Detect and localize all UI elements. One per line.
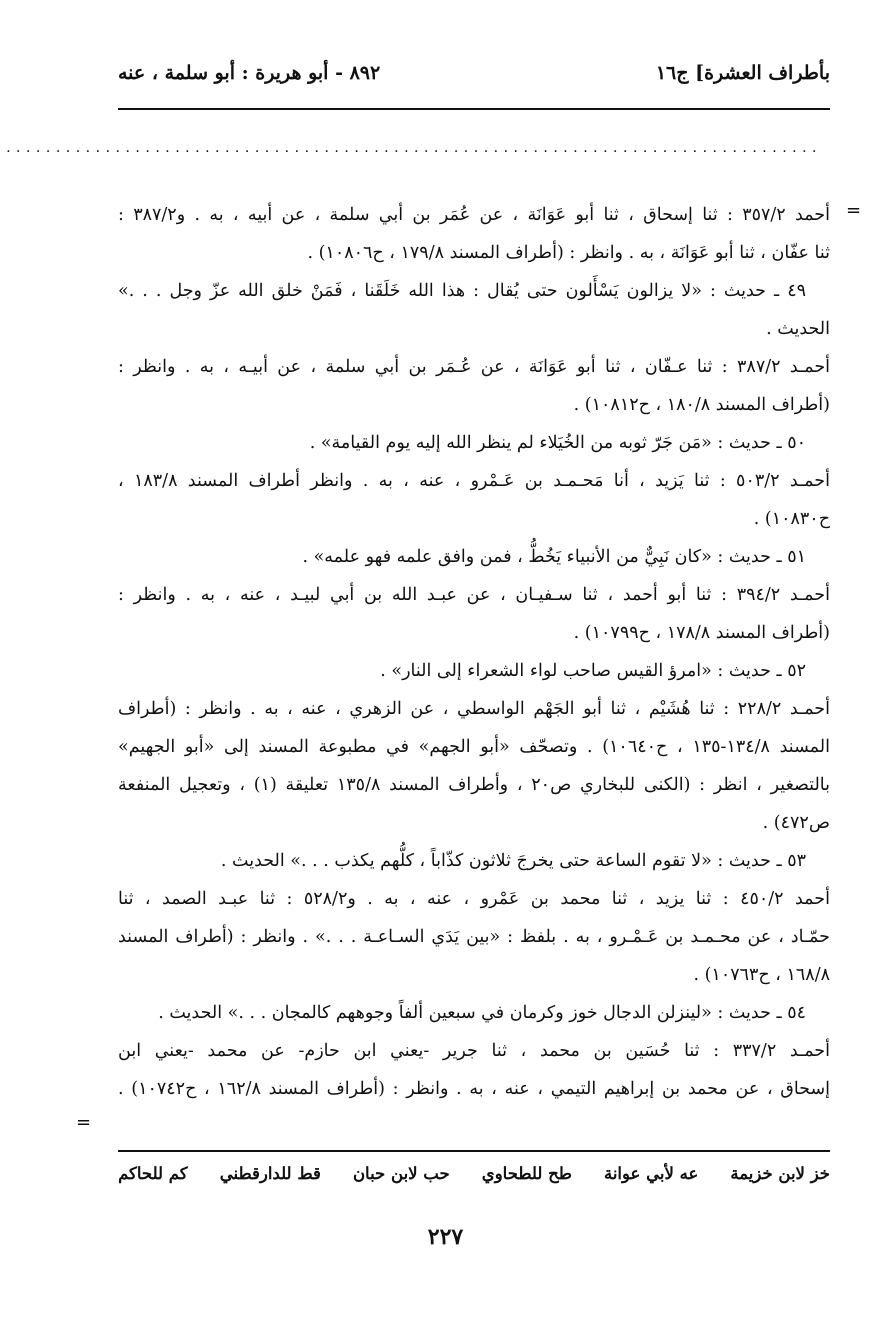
main-text (118, 196, 830, 1108)
text-line: أحمد ٣٥٧/٢ : ثنا إسحاق ، ثنا أبو عَوَانَة ، عن عُمَر بن أبي سلمة ، عن أبيه ، به . و٣٨٧/٢ : (118, 205, 830, 225)
text-line: ١٦٨/٨ ، ح١٠٧٦٣) . (693, 965, 830, 985)
footer-abbreviation: حب لابن حبان (352, 1164, 450, 1183)
footer-rule (118, 1150, 830, 1152)
text-line: الحديث . (766, 319, 830, 339)
abbreviations-footer (118, 1164, 830, 1196)
text-line: ثنا عفّان ، ثنا أبو عَوَانَة ، به . وانظر : (أطراف المسند ١٧٩/٨ ، ح١٠٨٠٦) . (307, 243, 830, 263)
footer-abbreviation: كم للحاكم (118, 1164, 188, 1183)
text-line: المسند ١٣٤/٨-١٣٥ ، ح١٠٦٤٠) . وتصحّف «أبو الجهم» في مطبوعة المسند إلى «أبو الجهيم» (118, 737, 830, 757)
text-line: حمّـاد ، عن محـمـد بن عَـمْـرو ، به . بلفظ : «بين يَدَي السـاعـة . . .» . وانظر : (أطراف المسند (118, 927, 830, 947)
header-rule (118, 108, 830, 110)
text-line: أحمـد ٥٠٣/٢ : ثنا يَزيد ، أنا مَحـمـد بن عَـمْرو ، عنه ، به . وانظر أطراف المسند ١٨٣/٨ ، (118, 471, 830, 491)
page-number: ٢٢٧ (427, 1224, 464, 1250)
footer-abbreviation: خز لابن خزيمة (730, 1164, 830, 1183)
text-line: أحمـد ٣٩٤/٢ : ثنا أبو أحمد ، ثنا سـفيـان ، عن عبـد الله بن أبي لبيـد ، عنه ، به . وانظر : (118, 585, 830, 605)
hadith-heading: ٤٩ ـ حديث : «لا يزالون يَسْأَلون حتى يُقال : هذا الله خَلَقَنا ، فَمَنْ خلق الله عزّ وجل . . .» (118, 281, 806, 301)
hadith-heading: ٥٣ ـ حديث : «لا تقوم الساعة حتى يخرجَ ثلاثون كذّاباً ، كلُّهم يكذب . . .» الحديث . (220, 851, 806, 871)
running-header (118, 58, 830, 94)
text-line: أحمد ٤٥٠/٢ : ثنا يزيد ، ثنا محمد بن عَمْرو ، عنه ، به . و٥٢٨/٢ : ثنا عبـد الصمد ، ثنا (118, 889, 830, 909)
text-line: أحمـد ٢٢٨/٢ : ثنا هُشَيْم ، ثنا أبو الجَهْم الواسطي ، عن الزهري ، عنه ، به . وانظر : (أطراف (118, 699, 830, 719)
dotted-separator: .................................................................................. (6, 140, 822, 156)
header-chapter-title: ٨٩٢ - أبو هريرة : أبو سلمة ، عنه (118, 62, 381, 84)
continuation-marker-top: = (846, 200, 862, 221)
text-line: بالتصغير ، انظر : (الكنى للبخاري ص٢٠ ، وأطراف المسند ١٣٥/٨ تعليقة (١) ، وتعجيل المنفعة (118, 775, 831, 795)
footer-abbreviation: عه لأبي عوانة (603, 1164, 699, 1183)
footer-abbreviation: طح للطحاوي (481, 1164, 572, 1183)
hadith-heading: ٥٢ ـ حديث : «امرؤ القيس صاحب لواء الشعراء إلى النار» . (380, 661, 806, 681)
header-book-title: بأطراف العشرة] ج١٦ (655, 62, 830, 84)
text-line: (أطراف المسند ١٨٠/٨ ، ح١٠٨١٢) . (573, 395, 830, 415)
text-line: ص٤٧٢) . (762, 813, 830, 833)
hadith-heading: ٥٠ ـ حديث : «مَن جَرّ ثوبه من الخُيَلاء لم ينظر الله إليه يوم القيامة» . (309, 433, 806, 453)
text-line: إسحاق ، عن محمد بن إبراهيم التيمي ، عنه ، به . وانظر : (أطراف المسند ١٦٢/٨ ، ح١٠٧٤٢) . (118, 1079, 831, 1099)
hadith-heading: ٥٤ ـ حديث : «لينزلن الدجال خوز وكرمان في سبعين ألفاً وجوههم كالمجان . . .» الحديث . (158, 1003, 806, 1023)
hadith-heading: ٥١ ـ حديث : «كان نَبِيٌّ من الأنبياء يَخُطُّ ، فمن وافق علمه فهو علمه» . (302, 547, 806, 567)
text-line: (أطراف المسند ١٧٨/٨ ، ح١٠٧٩٩) . (573, 623, 830, 643)
text-line: ح١٠٨٣٠) . (753, 509, 830, 529)
continuation-marker-bottom: = (76, 1112, 92, 1133)
text-line: أحمـد ٣٣٧/٢ : ثنا حُسَين بن محمد ، ثنا جرير -يعني ابن حازم- عن محمد -يعني ابن (118, 1041, 830, 1061)
text-line: أحمـد ٣٨٧/٢ : ثنا عـفّان ، ثنا أبو عَوَانَة ، عن عُـمَر بن أبي سلمة ، عن أبيـه ، به . وانظر : (118, 357, 830, 377)
footer-abbreviation: قط للدارقطني (219, 1164, 321, 1183)
